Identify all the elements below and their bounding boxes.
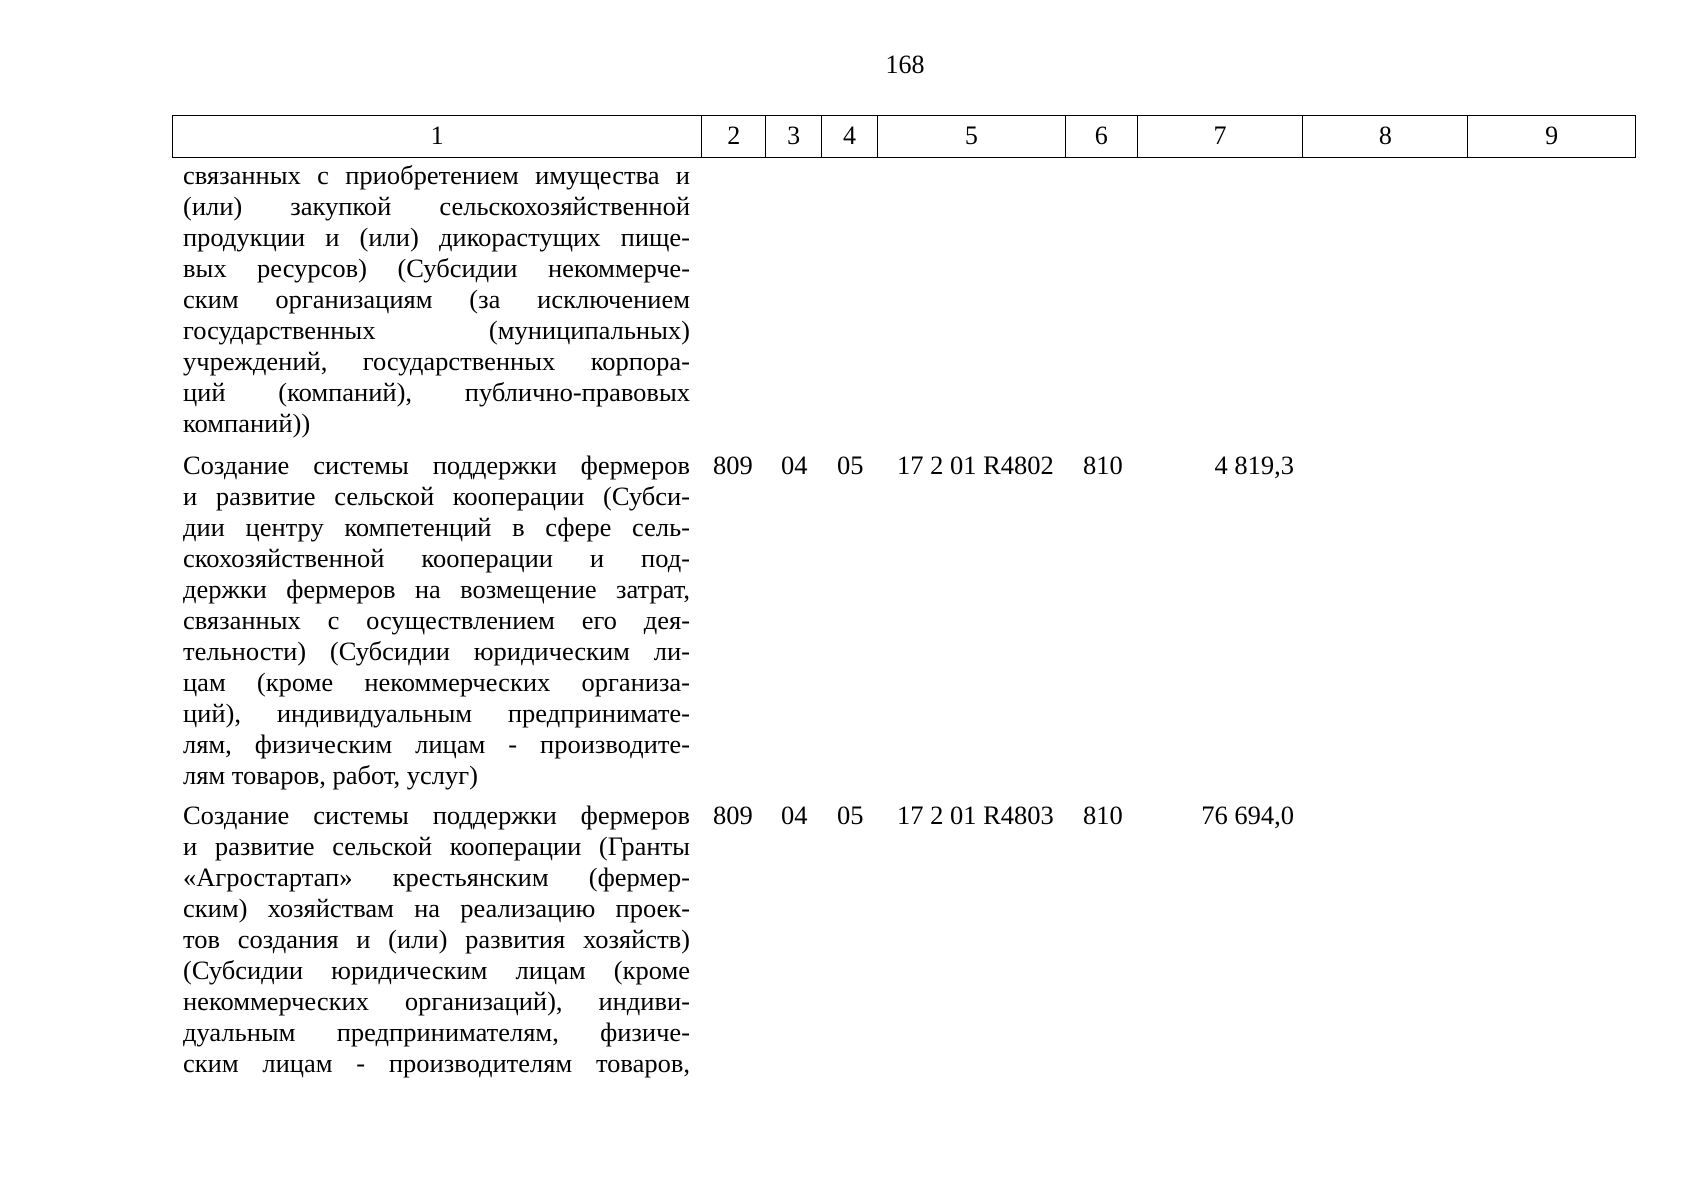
column-header-3: 3 <box>766 116 822 157</box>
row-description-line: Создание системы поддержки фермеров <box>183 450 690 480</box>
row-description-line: держки фермеров на возмещение затрат, <box>183 574 690 604</box>
row-description-line: государственных (муниципальных) <box>183 315 690 345</box>
row-description-line: учреждений, государственных корпора- <box>183 346 690 376</box>
row-description-line: связанных с приобретением имущества и <box>183 160 690 190</box>
column-header-8: 8 <box>1303 116 1468 157</box>
cell-col-5: 17 2 01 R4802 <box>897 450 1054 480</box>
row-description-line: скохозяйственной кооперации и под- <box>183 543 690 573</box>
column-header-9: 9 <box>1545 121 1559 150</box>
row-description-line: тов создания и (или) развития хозяйств) <box>183 924 690 954</box>
column-header-6: 6 <box>1066 116 1138 157</box>
row-description-line: лям, физическим лицам - производите- <box>183 729 690 759</box>
column-header-1: 1 <box>173 116 702 157</box>
row-description-line: некоммерческих организаций), индиви- <box>183 986 690 1016</box>
row-description-line: (или) закупкой сельскохозяйственной <box>183 191 690 221</box>
cell-col-2: 809 <box>713 450 753 480</box>
row-description-line: ским лицам - производителям товаров, <box>183 1048 690 1078</box>
row-description-line: Создание системы поддержки фермеров <box>183 800 690 830</box>
page-number: 168 <box>885 50 925 79</box>
cell-col-4: 05 <box>837 450 864 480</box>
column-header-4: 4 <box>822 116 878 157</box>
cell-col-6: 810 <box>1083 450 1123 480</box>
row-description-line: (Субсидии юридическим лицам (кроме <box>183 955 690 985</box>
row-description-line: ским организациям (за исключением <box>183 284 690 314</box>
row-description-line: вых ресурсов) (Субсидии некоммерче- <box>183 253 690 283</box>
row-description-line: продукции и (или) дикорастущих пище- <box>183 222 690 252</box>
cell-col-3: 04 <box>781 800 808 830</box>
row-description-line: лям товаров, работ, услуг) <box>183 760 478 790</box>
row-description-line: «Агростартап» крестьянским (фермер- <box>183 862 690 892</box>
column-header-5: 5 <box>878 116 1066 157</box>
row-description-line: ций), индивидуальным предпринимате- <box>183 698 690 728</box>
table-row <box>183 800 690 1079</box>
cell-col-7: 4 819,3 <box>1214 450 1294 480</box>
table-row <box>183 450 690 791</box>
table-row <box>183 160 690 439</box>
row-description-line: ций (компаний), публично-правовых <box>183 377 690 407</box>
cell-col-6: 810 <box>1083 800 1123 830</box>
cell-col-2: 809 <box>713 800 753 830</box>
row-description-line: связанных с осуществлением его дея- <box>183 605 690 635</box>
row-description-line: цам (кроме некоммерческих организа- <box>183 667 690 697</box>
cell-col-4: 05 <box>837 800 864 830</box>
cell-col-5: 17 2 01 R4803 <box>897 800 1054 830</box>
cell-col-3: 04 <box>781 450 808 480</box>
row-description-line: дуальным предпринимателям, физиче- <box>183 1017 690 1047</box>
table-header-row <box>172 115 1636 158</box>
cell-col-7: 76 694,0 <box>1201 800 1294 830</box>
row-description-line: дии центру компетенций в сфере сель- <box>183 512 690 542</box>
row-description-line: компаний)) <box>183 408 311 438</box>
row-description-line: ским) хозяйствам на реализацию проек- <box>183 893 690 923</box>
row-description-line: и развитие сельской кооперации (Гранты <box>183 831 690 861</box>
row-description-line: и развитие сельской кооперации (Субси- <box>183 481 690 511</box>
column-header-7: 7 <box>1138 116 1304 157</box>
row-description-line: тельности) (Субсидии юридическим ли- <box>183 636 690 666</box>
column-header-2: 2 <box>702 116 766 157</box>
